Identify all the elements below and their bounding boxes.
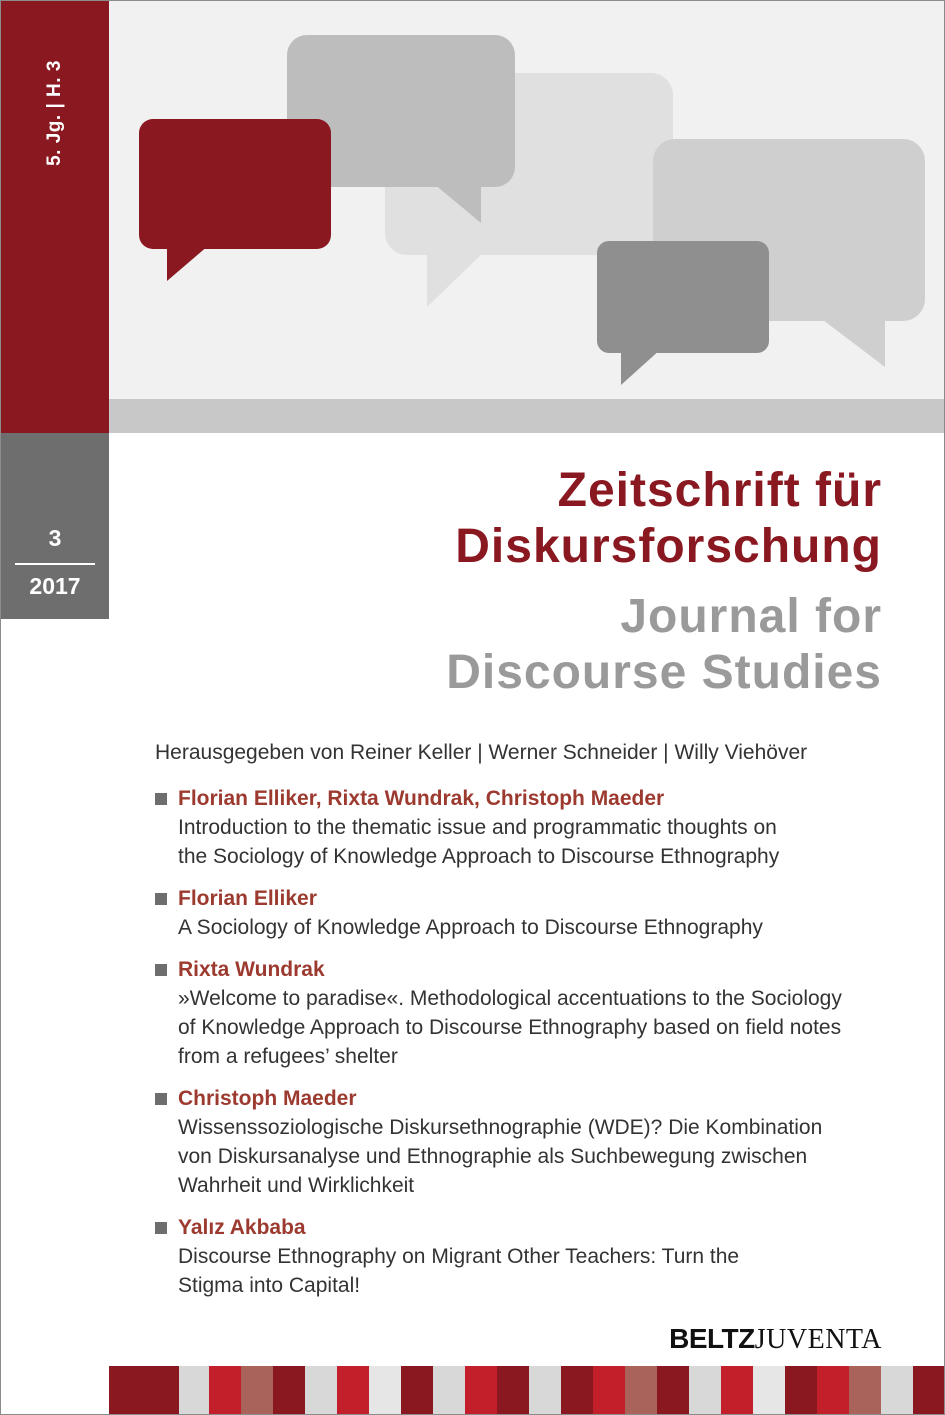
publisher-logo-part-2: JUVENTA: [754, 1324, 882, 1355]
volume-spine: [1, 1, 109, 433]
title-en-line-2: Discourse Studies: [446, 646, 882, 699]
toc-author-text: Florian Elliker, Rixta Wundrak, Christoph Maeder: [178, 787, 665, 810]
toc-title: Introduction to the thematic issue and programmatic thoughts on the Sociology of Knowledge Approach to Discourse Ethnography: [178, 816, 780, 868]
illustration-band: [1, 1, 945, 433]
toc-author: [155, 955, 895, 984]
toc-author: [155, 784, 895, 813]
toc-author: [155, 1213, 895, 1242]
speech-bubbles-illustration: [1, 1, 945, 433]
toc-entry: [155, 955, 895, 1071]
toc-author: [155, 1084, 895, 1113]
table-of-contents: [155, 784, 895, 1313]
decorative-color-strip: [109, 1366, 945, 1415]
title-de-line-2: Diskursforschung: [455, 520, 882, 573]
title-de-line-1: Zeitschrift für: [557, 464, 882, 517]
volume-label: 5. Jg. | H. 3: [44, 60, 65, 166]
journal-title-english: [446, 589, 882, 701]
toc-entry: [155, 1084, 895, 1200]
toc-author-text: Rixta Wundrak: [178, 958, 325, 981]
toc-title: A Sociology of Knowledge Approach to Discourse Ethnography: [178, 916, 763, 939]
square-bullet-icon: [155, 893, 167, 905]
square-bullet-icon: [155, 793, 167, 805]
toc-author: [155, 884, 895, 913]
toc-entry: [155, 884, 895, 942]
toc-title: »Welcome to paradise«. Methodological accentuations to the Sociology of Knowledge Approach to Discourse Ethnography based on field notes from a refugees’ shelter: [178, 987, 842, 1068]
publisher-logo: [669, 1323, 882, 1356]
square-bullet-icon: [155, 1222, 167, 1234]
speech-bubble-icon: [597, 241, 769, 385]
issue-number: 3: [48, 525, 62, 551]
publisher-logo-part-1: BELTZ: [669, 1323, 755, 1354]
toc-author-text: Yalız Akbaba: [178, 1216, 306, 1239]
editors-line: Herausgegeben von Reiner Keller | Werner Schneider | Willy Viehöver: [155, 741, 808, 764]
toc-author-text: Florian Elliker: [178, 887, 317, 910]
toc-title: Discourse Ethnography on Migrant Other Teachers: Turn the Stigma into Capital!: [178, 1245, 740, 1297]
divider-strip: [109, 399, 945, 433]
issue-box: [1, 433, 109, 619]
toc-author-text: Christoph Maeder: [178, 1087, 357, 1110]
title-en-line-1: Journal for: [620, 590, 882, 643]
speech-bubble-icon: [139, 119, 331, 281]
journal-title-german: [455, 463, 882, 575]
color-blocks: [109, 1366, 945, 1415]
issue-divider: [15, 563, 95, 565]
toc-title: Wissenssoziologische Diskursethnographie (WDE)? Die Kombination von Diskursanalyse und Ethnographie als Suchbewegung zwischen Wahrheit und Wirklichkeit: [178, 1116, 823, 1197]
issue-year: 2017: [29, 573, 81, 599]
square-bullet-icon: [155, 964, 167, 976]
toc-entry: [155, 784, 895, 871]
square-bullet-icon: [155, 1093, 167, 1105]
toc-entry: [155, 1213, 895, 1300]
